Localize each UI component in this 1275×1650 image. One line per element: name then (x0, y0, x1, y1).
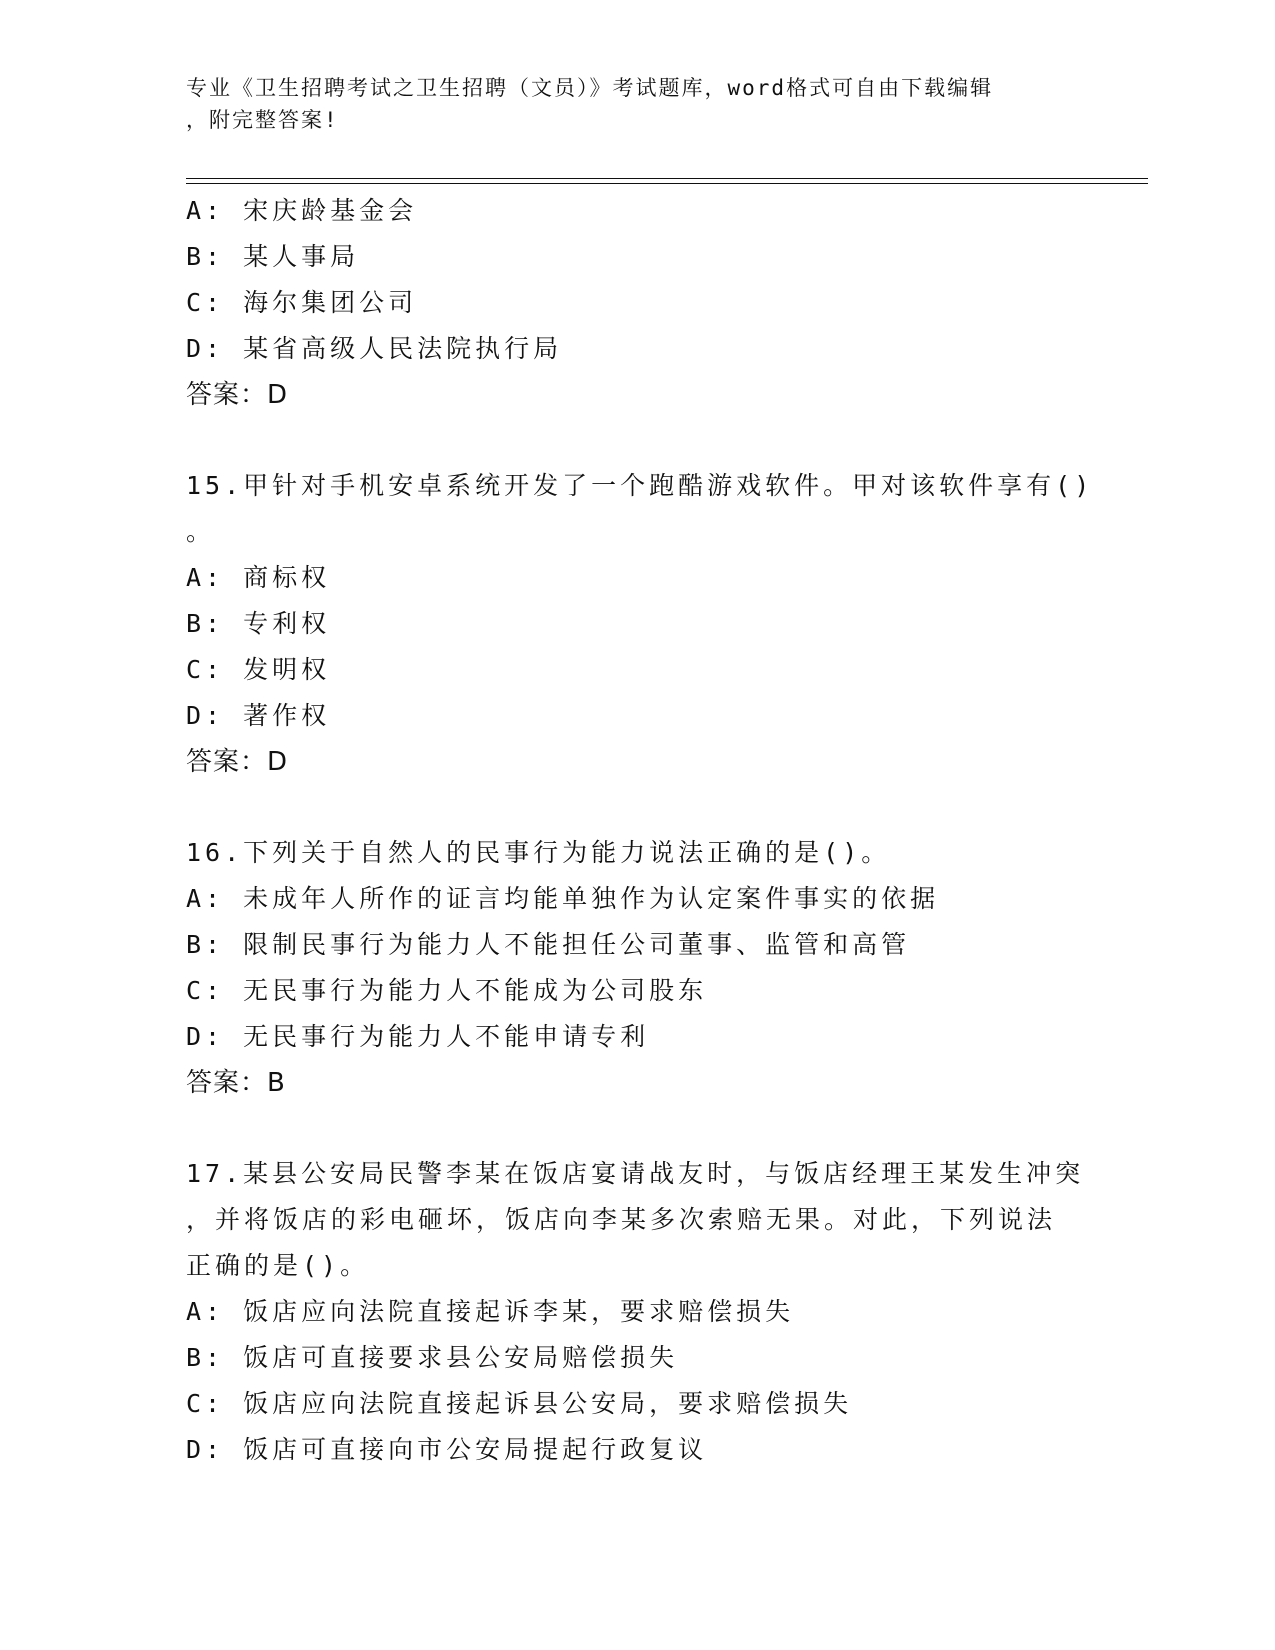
header-divider-bottom (186, 183, 1148, 184)
header-line-1: 专业《卫生招聘考试之卫生招聘（文员）》考试题库，word格式可自由下载编辑 (186, 76, 994, 100)
option-b: B: 某人事局 (186, 242, 360, 271)
option-a: A: 未成年人所作的证言均能单独作为认定案件事实的依据 (186, 884, 940, 913)
option-c: C: 发明权 (186, 655, 331, 684)
option-c: C: 无民事行为能力人不能成为公司股东 (186, 976, 708, 1005)
option-d: D: 无民事行为能力人不能申请专利 (186, 1022, 650, 1051)
answer: 答案：D (186, 747, 289, 777)
option-c: C: 饭店应向法院直接起诉县公安局，要求赔偿损失 (186, 1389, 853, 1418)
question-text-line: 15.甲针对手机安卓系统开发了一个跑酷游戏软件。甲对该软件享有() (186, 471, 1094, 500)
option-a: A: 饭店应向法院直接起诉李某，要求赔偿损失 (186, 1297, 795, 1326)
question-text-line: 。 (186, 517, 216, 546)
question-text-line: 16.下列关于自然人的民事行为能力说法正确的是()。 (186, 838, 891, 867)
document-header (186, 72, 1066, 136)
question-text-line: ，并将饭店的彩电砸坏，饭店向李某多次索赔无果。对此，下列说法 (186, 1205, 1057, 1234)
header-divider-top (186, 178, 1148, 179)
header-line-2: ，附完整答案! (186, 108, 339, 132)
option-c: C: 海尔集团公司 (186, 288, 418, 317)
option-a: A: 商标权 (186, 563, 331, 592)
question-15 (186, 463, 1094, 785)
option-a: A: 宋庆龄基金会 (186, 196, 418, 225)
option-d: D: 著作权 (186, 701, 331, 730)
answer: 答案：D (186, 380, 289, 410)
question-text-line: 正确的是()。 (186, 1251, 370, 1280)
question-16 (186, 830, 1086, 1106)
question-17 (186, 1151, 1086, 1473)
answer: 答案：B (186, 1068, 286, 1098)
question-list (186, 188, 1094, 1473)
option-d: D: 某省高级人民法院执行局 (186, 334, 563, 363)
option-b: B: 饭店可直接要求县公安局赔偿损失 (186, 1343, 679, 1372)
question-text-line: 17.某县公安局民警李某在饭店宴请战友时，与饭店经理王某发生冲突 (186, 1159, 1085, 1188)
question-14 (186, 188, 1086, 418)
option-d: D: 饭店可直接向市公安局提起行政复议 (186, 1435, 708, 1464)
option-b: B: 限制民事行为能力人不能担任公司董事、监管和高管 (186, 930, 911, 959)
option-b: B: 专利权 (186, 609, 331, 638)
